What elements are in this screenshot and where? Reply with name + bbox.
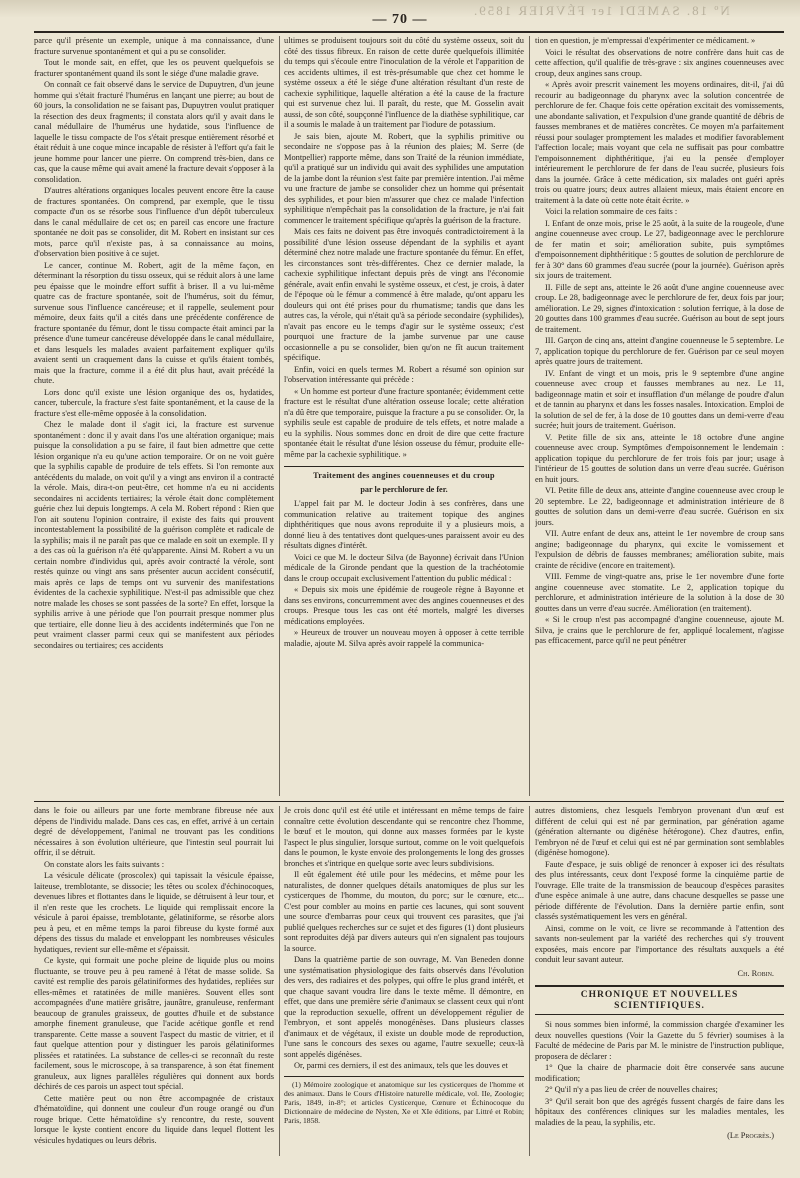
- case-entry: V. Petite fille de six ans, atteinte le 18 octobre d'une angine couenneuse avec croup. Symptômes d'empoisonnement le lendemain : application topique du perchlorure de fer trois fois par jour; usage à l'intérieur de 15 gouttes de solution dans un verre d'eau sucrée. Guérison en huit jours.: [535, 432, 784, 484]
- source-signature: (Le Progrès.): [727, 1131, 774, 1140]
- case-entry: VIII. Femme de vingt-quatre ans, prise le 1er novembre d'une forte angine couenneuse avec stomatite. Le 2, application topique du perchlorure, et administration intérieure de la solution à la dose de 30 gouttes dans un verre d'eau sucrée. Amélioration (en traitement).: [535, 572, 784, 613]
- paragraph: Voici la relation sommaire de ces faits :: [545, 207, 678, 216]
- upper-column-1: [34, 36, 274, 796]
- chronique-heading: CHRONIQUE ET NOUVELLES SCIENTIFIQUES.: [535, 985, 784, 1015]
- paragraph: tion en question, je m'empressai d'expérimenter ce médicament. »: [535, 36, 756, 45]
- paragraph: D'autres altérations organiques locales peuvent encore être la cause de fractures spontanées. On comprend, par exemple, que le tissu compacte d'un os se résorbe sous l'influence d'un dépôt tuberculeux dans le canal médullaire de cet os; en pareil cas encore une fracture spontanée ne doit pas se consolider, dit M. Robert en insistant sur ces mots, parce qu'il n'existe pas, à sa connaissance au moins, d'observation bien positive à ce sujet.: [34, 186, 274, 258]
- paragraph: Le cancer, continue M. Robert, agit de la même façon, en déterminant la résorption du tissu osseux, qui se réduit alors à une lame peu épaisse que le moindre effort suffit à briser. Il a vu lui-même quatre cas de fracture spontanée, soit de l'humérus, soit du fémur, survenue sous l'influence cancéreuse; et il rappelle, seulement pour mémoire, deux faits qu'il a cités dans une précédente conférence de fracture spontanée du fémur, dont le tissu compacte était aminci par la présence d'une tumeur cancéreuse développée dans le canal médullaire, et dans lesquels les malades avaient parfaitement expliquer qu'ils avaient senti un craquement dans la cuisse et qu'ils étaient tombés, mais que la fracture, comme il a été dit plus haut, avait précédé la chute.: [34, 260, 274, 385]
- page-number: — 70 —: [372, 12, 428, 27]
- section-title: Traitement des angines couenneuses et du croup: [284, 466, 524, 482]
- section-rule: [34, 801, 784, 802]
- paragraph: Enfin, voici en quels termes M. Robert a résumé son opinion sur l'observation intéressante qui précède :: [284, 364, 524, 384]
- footnote-text: (1) Mémoire zoologique et anatomique sur les cysticerques de l'homme et des animaux. Dans le Cours d'Histoire naturelle médicale, vol. IIe, Zoologie; Paris, 1849, in-8°; et articles Cysticerque, Cœnure et Échinocoque du Dictionnaire de médecine de Nysten, Xe et XIe éditions, par Littré et Robin; Paris, 1858.: [284, 1079, 524, 1126]
- paragraph: Chez le malade dont il s'agit ici, la fracture est survenue spontanément : donc il y avait dans l'os une altération organique; mais puisque la consolidation a pu se faire, il faut bien admettre que cette lésion organique n'a eu qu'une action temporaire. Or on ne voit guère que la syphilis capable de produire de tels effets. Si l'on remonte aux antécédents du malade, on voit qu'il y a vingt ans environ il a contracté la vérole. Mais, dira-t-on peut-être, cet homme n'a eu ni accidents secondaires ni accidents tertiaires; la vérole était donc complètement guérie chez lui depuis longtemps. A cela M. Robert répond : Rien que l'on ait soutenu l'opinion contraire, il existe des faits qui prouvent incontestablement la possibilité de la guérison complète et radicale de la syphilis; mais il ne paraît pas que ce malade en soit un exemple. Il y a des cas où la guérison n'a été qu'apparente. Ainsi M. Robert a vu un certain nombre d'individus qui, après avoir contracté la vérole, sont restés quinze ou vingt ans sans présenter aucun accident consécutif, mais après ce laps de temps ont vu survenir des manifestations évidentes de la cachexie syphilitique. N'est-il pas admissible que chez notre malade les choses se sont passées de la sorte? En effet, lorsque la syphilis arrive à une période que l'on pourrait presque nommer plus que tertiaire, elle donne lieu à des accidents indéterminés que l'on ne peut vraiment classer parmi ceux qui se manifestent aux périodes secondaires ou tertiaires; ces accidents: [34, 420, 274, 650]
- upper-column-3: [535, 36, 784, 796]
- case-entry: IV. Enfant de vingt et un mois, pris le 9 septembre d'une angine couenneuse avec croup et fausses membranes au nez. Le 11, badigeonnage matin et soir et insufflation d'un mélange de poudre d'alun et de tannin au pharynx et dans les fosses nasales. Intoxication. Emploi de la solution de sel de fer, à la dose de 10 gouttes dans un demi-verre d'eau sucrée; huit jours de traitement. Guérison.: [535, 368, 784, 430]
- paragraph: autres distomiens, chez lesquels l'embryon provenant d'un œuf est différent de celui qui est né par germination, par génération agame (génération alternante ou digénèse hétérogone). Chez d'autres, enfin, l'embryon né de l'œuf et celui qui est né par germination sont semblables (digénèse homogone).: [535, 806, 784, 857]
- paragraph: Si nous sommes bien informé, la commission chargée d'examiner les deux nouvelles questions (Voir la Gazette du 5 février) soumises à la Faculté de médecine de Paris par M. le ministre de l'instruction publique, proposera de déclarer :: [535, 1020, 784, 1061]
- section-subtitle: par le perchlorure de fer.: [360, 484, 448, 494]
- quotation: « Depuis six mois une épidémie de rougeole règne à Bayonne et dans ses environs, concurremment avec des angines couenneuses et des croups. Presque tous les cas ont été mortels, malgré les diverses médications employées.: [284, 585, 524, 626]
- paragraph: La vésicule délicate (proscolex) qui tapissait la vésicule épaisse, laiteuse, tremblotante, se dissocie; les têtes ou scolex d'échinocoques, devenues libres et flottantes dans le liquide, se détruisent à leur tour, et il n'en reste que les crochets. Le liquide qui remplissait encore la vésicule à paroi épaisse, tremblotante, gélatiniforme, se résorbe alors peu à peu, et en même temps la paroi fibreuse du kyste formé aux dépens des tissus du malade et enveloppant les nombreuses vésicules hydatiques, revient sur elle-même et s'épaissit.: [34, 871, 274, 954]
- paragraph: On constate alors les faits suivants :: [44, 859, 165, 869]
- paragraph: L'appel fait par M. le docteur Jodin à ses confrères, dans une communication relative au traitement topique des angines diphthéritiques que nous avons reproduite il y a plusieurs mois, a donné lieu à des tentatives dont quelques-unes paraissent avoir eu des résultats dignes d'intérêt.: [284, 499, 524, 550]
- paragraph: Lors donc qu'il existe une lésion organique des os, hydatides, cancer, tubercule, la fracture s'est faite spontanément, et la cause de la fracture s'est elle-même opposée à la consolidation.: [34, 387, 274, 418]
- list-item: 2° Qu'il n'y a pas lieu de créer de nouvelles chaires;: [545, 1085, 718, 1094]
- paragraph: Il eût également été utile pour les médecins, et même pour les naturalistes, de donner quelques détails anatomiques de plus sur les cysticerques de l'homme, du mouton, du porc; sur le cœnure, etc... C'est pour combler au moins en partie ces lacunes, qui sont souvent une source d'embarras pour ceux qui trouvent ces parasites, que j'ai publié quelques recherches sur ce sujet et des figures (1) dont plusieurs sont reproduites déjà par divers auteurs qui n'en signalent pas toujours la source.: [284, 870, 524, 953]
- paragraph: parce qu'il présente un exemple, unique à ma connaissance, d'une fracture survenue spontanément et qui a pu se consolider.: [34, 36, 274, 56]
- case-entry: VI. Petite fille de deux ans, atteinte d'angine couenneuse avec croup le 20 septembre. Le 22, badigeonnage et administration intérieure de 8 gouttes de solution dans un demi-verre d'eau sucrée. Guérison en six jours.: [535, 486, 784, 527]
- lower-column-2: [284, 806, 524, 1156]
- header-rule: [34, 31, 784, 33]
- quotation: « Après avoir prescrit vainement les moyens ordinaires, dit-il, j'ai dû recourir au badigeonnage du pharynx avec la solution concentrée de perchlorure de fer. Chaque fois cette opération excitait des vomissements, une abondante salivation, et l'expulsion d'une grande quantité de débris de fausses membranes et de matières concrètes. Ce moyen m'a parfaitement réussi pour soulager promptement les malades et modifier favorablement l'affection locale; mais voyant que cela ne suffisait pas pour combattre l'empoisonnement diphthéritique, j'ai eu la pensée d'employer intérieurement le perchlorure de fer dans de l'eau sucrée, plusieurs fois dans la journée. Grâce à cette médication, six malades ont guéri après trois ou quatre jours; deux autres allaient mieux, mais étaient encore en traitement à la date où cette note était écrite. »: [535, 80, 784, 205]
- lower-column-1: [34, 806, 274, 1156]
- paragraph: Je sais bien, ajoute M. Robert, que la syphilis primitive ou secondaire ne s'oppose pas à la réunion des plaies; M. Serre (de Montpellier) rapporte même, dans son Traité de la réunion immédiate, qu'il a pratiqué sur un individu qui avait des syphilides une amputation de la jambe dont la réunion s'est faite par première intention. J'ai même vu une fracture de jambe se consolider chez un homme qui présentait des syphilides, et pour bien m'assurer que chez ce malade l'infection syphilitique n'empêchait pas la consolidation de la fracture, je n'ai fait commencer le traitement spécifique qu'après la guérison de la fracture.: [284, 131, 524, 225]
- list-item: 1° Que la chaire de pharmacie doit être conservée sans aucune modification;: [535, 1063, 784, 1083]
- column-divider: [279, 36, 280, 796]
- bleed-through-header: Nº 18. SAMEDI 1er FÉVRIER 1859.: [472, 3, 730, 18]
- paragraph: On connaît ce fait observé dans le service de Dupuytren, d'un jeune homme qui s'était fracturé l'humérus en lançant une pierre; au bout de 60 jours, la consolidation ne se faisant pas, Dupuytren voulut pratiquer la résection des deux fragments; il constata alors qu'il y avait dans le canal médullaire de l'humérus une hydatide, sous l'influence de laquelle le tissu compacte de l'os s'était presque entièrement résorbé et était réduit à une coque mince incapable de résister à l'effort qu'a fait le jeune homme pour lancer une pierre. On comprend très-bien, dans ce cas, que la cause même qui avait amené la fracture devait s'opposer à la consolidation.: [34, 80, 274, 184]
- quotation: « Un homme est porteur d'une fracture spontanée; évidemment cette fracture est le résultat d'une altération osseuse locale; cette altération n'a dû être que temporaire, puisque la fracture a pu se consolider. Or, la syphilis seule est capable de produire de tels effets, et notre malade a eu la syphilis. Nous sommes donc en droit de dire que cette fracture spontanée était le résultat d'une lésion osseuse du fémur, produite elle-même par la cachexie syphilitique. »: [284, 386, 524, 459]
- paragraph: Mais ces faits ne doivent pas être invoqués contradictoirement à la possibilité d'une lésion osseuse dépendant de la syphilis et ayant déterminé chez notre malade une fracture spontanée du fémur. En effet, les circonstances sont très-différentes. Chez ce dernier malade, la cachexie syphilitique infectant depuis près de vingt ans l'économie générale, avait enfin envahi le système osseux, et c'est, je crois, à dater de l'époque où le fémur a commencé à être malade, qu'ont apparu les douleurs qui ont été prises pour du rhumatisme; tandis que dans les autres cas, la vérole, qui n'était qu'à sa période secondaire (syphilides), n'avait pas encore eu le temps d'agir sur le système osseux; c'est pourquoi une fracture de la jambe survenue par une cause occasionnelle a pu se consolider, bien qu'on ne fît aucun traitement spécifique.: [284, 227, 524, 362]
- case-entry: VII. Autre enfant de deux ans, atteint le 1er novembre de croup sans angine; badigeonnage du pharynx, qui excite le vomissement et l'expulsion de débris de fausses membranes; amélioration subite, mais crainte de récidive (encore en traitement).: [535, 529, 784, 570]
- paragraph: ultimes se produisent toujours soit du côté du système osseux, soit du côté des tissus fibreux. En raison de cette durée quelquefois illimitée du temps qui s'écoule entre l'inoculation de la vérole et l'apparition de ces accidents ultimes, il est très-présumable que chez cet homme le système osseux a été le siége d'une altération résultant d'un reste de cachexie syphilitique, laquelle altération a été la cause de la fracture qui est survenue chez lui. Il paraît, du reste, que M. Gosselin avait aussi, de son côté, soupçonné l'influence de la diathèse syphilitique, car il a soumis le malade à un traitement par l'iodure de potassium.: [284, 36, 524, 129]
- quotation: » Heureux de trouver un nouveau moyen à opposer à cette terrible maladie, ajoute M. Silva après avoir rappelé la communica-: [284, 628, 524, 648]
- list-item: 3° Qu'il serait bon que des agrégés fussent chargés de faire dans les hôpitaux des conférences cliniques sur les maladies mentales, les maladies de la peau, la syphilis, etc.: [535, 1096, 784, 1127]
- case-entry: I. Enfant de onze mois, prise le 25 août, à la suite de la rougeole, d'une angine couenneuse avec croup. Le 27, badigeonnage avec le perchlorure de fer matin et soir; amélioration subite, puis symptômes d'empoisonnement diphthéritique : 5 gouttes de solution de perchlorure de fer à 30° dans 60 grammes d'eau sucrée (pour la journée). Guérison après six jours de traitement.: [535, 218, 784, 280]
- paragraph: Dans la quatrième partie de son ouvrage, M. Van Beneden donne une systématisation physiologique des faits observés dans l'évolution des vers, des radiaires et des polypes, qui offre le plus grand intérêt, et que chaque savant voudra lire dans le texte même. Il démontre, en effet, que dans une première série d'animaux se classent ceux qui n'ont que la reproduction sexuelle, offrent un développement régulier de l'embryon, et sont appelés monogénèses. Dans plusieurs classes d'animaux et de végétaux, il existe un double mode de reproduction, l'une sans le concours des sexes ou agame, l'autre sexuelle; ceux-là sont appelés digénèses.: [284, 955, 524, 1059]
- paragraph: Ainsi, comme on le voit, ce livre se recommande à l'attention des savants non-seulement par la variété des recherches qui s'y trouvent exposées, mais encore par l'importance des résultats auxquels a été conduit leur savant auteur.: [535, 923, 784, 964]
- paragraph: Je crois donc qu'il est été utile et intéressant en même temps de faire connaître cette évolution descendante qui se rencontre chez l'homme, le bœuf et le mouton, qui donne aux masses formées par le kyste l'aspect le plus singulier, lorsque surtout, comme on le voit quelquefois dans le poumon, le kyste envoie des prolongements le long des grosses bronches et s'intrique en quelque sorte avec leurs subdivisions.: [284, 806, 524, 868]
- upper-column-2: [284, 36, 524, 796]
- column-divider: [279, 806, 280, 1156]
- quotation: « Si le croup n'est pas accompagné d'angine couenneuse, ajoute M. Silva, je crains que le perchlorure de fer, appliqué localement, n'agisse pas efficacement, parce qu'il ne peut pénétrer: [535, 615, 784, 645]
- column-divider: [529, 36, 530, 796]
- paragraph: Ce kyste, qui formait une poche pleine de liquide plus ou moins fluctuante, se trouve peu à peu ramené à l'état de masse solide. Sa cavité est remplie des parois gélatiniformes des hydatides, repliées sur elles-mêmes et ratatinées de mille manières. Souvent elles sont accompagnées d'une matière grisâtre, jaunâtre, granuleuse, renfermant beaucoup de granules graisseux, de gouttes d'huile et de substance amorphe finement granuleuse, que l'acide acétique gonfle et rend transparente. Cette masse a souvent l'aspect du mastic de vitrier, et il faut quelque attention pour y distinguer les parois gélatiniformes plissées et ratatinées. La substance de celles-ci se reconnaît du reste facilement, sous le microscope, à sa transparence, à son état finement granuleux, aux lignes parallèles régulières qui donnent aux bords déchirés de ces parois un aspect tout spécial.: [34, 956, 274, 1091]
- case-entry: III. Garçon de cinq ans, atteint d'angine couenneuse le 5 septembre. Le 7, application topique du perchlorure de fer. Guérison par ce seul moyen après quatre jours de traitement.: [535, 336, 784, 366]
- paragraph: Tout le monde sait, en effet, que les os peuvent quelquefois se fracturer spontanément quand ils sont le siége d'une maladie grave.: [34, 58, 274, 78]
- case-entry: II. Fille de sept ans, atteinte le 26 août d'une angine couenneuse avec croup. Le 28, badigeonnage avec le perchlorure de fer, deux fois par jour; amélioration. Le 29, signes d'intoxication : solution ferrique, à la dose de 20 gouttes dans 100 grammes d'eau sucrée. Guérison au bout de sept jours de traitement.: [535, 282, 784, 334]
- lower-column-3: [535, 806, 784, 1156]
- paragraph: Faute d'espace, je suis obligé de renoncer à exposer ici des résultats des plus intéressants, ceux dont l'exposé forme la cinquième partie de l'ouvrage. Elle traite de la transmission de beaucoup d'espèces parasites d'une espèce animale à une autre, dans chacune desquelles se passe une période différente de l'évolution. Dans la dernière partie enfin, sont classés systématiquement les vers en général.: [535, 859, 784, 921]
- author-signature: Ch. Robin.: [737, 968, 774, 978]
- paragraph: Or, parmi ces derniers, il est des animaux, tels que les douves et: [294, 1061, 508, 1070]
- column-divider: [529, 806, 530, 1156]
- paragraph: dans le foie ou ailleurs par une forte membrane fibreuse née aux dépens de l'individu malade. Dans ces cas, en effet, arrivé à un certain degré de développement, l'animal ne trouvant pas les conditions nécessaires à son évolution ultérieure, que l'intestin seul pourrait lui offrir, il se détruit.: [34, 806, 274, 857]
- paragraph: Voici ce que M. le docteur Silva (de Bayonne) écrivait dans l'Union médicale de la Gironde pendant que la question de la trachéotomie dans le croup occupait exclusivement l'attention du public médical :: [284, 552, 524, 583]
- footnote: [284, 1076, 524, 1126]
- paragraph: Voici le résultat des observations de notre confrère dans huit cas de cette affection, qu'il qualifie de très-grave : six angines couenneuses avec croup, deux angines sans croup.: [535, 47, 784, 78]
- paragraph: Cette matière peut ou non être accompagnée de cristaux d'hématoïdine, qui donnent une couleur d'un rouge orangé ou d'un rouge brique. Cette hématoïdine s'y rencontre, du reste, souvent lorsque le kyste contient encore du liquide dans lequel flottent les vésicules hydatiques ou leurs débris.: [34, 1093, 274, 1145]
